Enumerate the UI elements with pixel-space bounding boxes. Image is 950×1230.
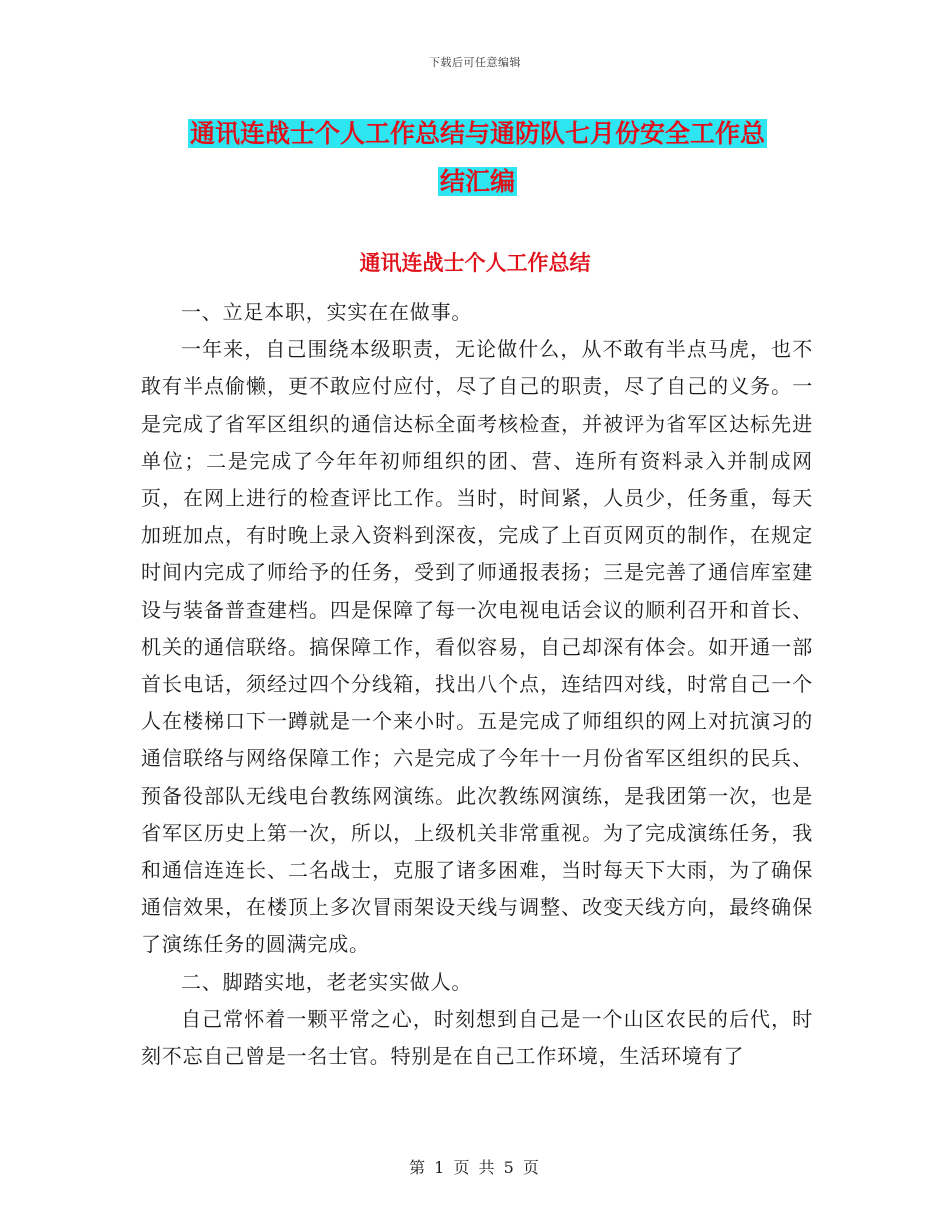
page-number: 第 1 页 共 5 页 <box>409 1158 541 1177</box>
paragraph: 自己常怀着一颗平常之心，时刻想到自己是一个山区农民的后代，时刻不忘自己曾是一名士官。特别是在自己工作环境，生活环境有了 <box>141 1006 813 1069</box>
section-title: 通讯连战士个人工作总结 <box>359 250 591 275</box>
document-body <box>141 294 813 1075</box>
document-title <box>140 110 815 206</box>
paragraph-heading: 一、立足本职，实实在在做事。 <box>181 300 473 324</box>
paragraph-heading: 二、脚踏实地，老老实实做人。 <box>181 969 473 994</box>
document-title-line-2: 结汇编 <box>439 167 515 196</box>
document-title-line-1: 通讯连战士个人工作总结与通防队七月份安全工作总 <box>189 119 765 148</box>
header-note: 下载后可任意编辑 <box>429 56 521 69</box>
paragraph: 一年来，自己围绕本级职责，无论做什么，从不敢有半点马虎，也不敢有半点偷懒，更不敢应付应付，尽了自己的职责，尽了自己的义务。一是完成了省军区组织的通信达标全面考核检查，并被评为省军区达标先进单位；二是完成了今年年初师组织的团、营、连所有资料录入并制成网页，在网上进行的检查评比工作。当时，时间紧，人员少，任务重，每天加班加点，有时晚上录入资料到深夜，完成了上百页网页的制作，在规定时间内完成了师给予的任务，受到了师通报表扬；三是完善了通信库室建设与装备普查建档。四是保障了每一次电视电话会议的顺利召开和首长、机关的通信联络。搞保障工作，看似容易，自己却深有体会。如开通一部首长电话，须经过四个分线箱，找出八个点，连结四对线，时常自己一个人在楼梯口下一蹲就是一个来小时。五是完成了师组织的网上对抗演习的通信联络与网络保障工作；六是完成了今年十一月份省军区组织的民兵、预备役部队无线电台教练网演练。此次教练网演练，是我团第一次，也是省军区历史上第一次，所以，上级机关非常重视。为了完成演练任务，我和通信连连长、二名战士，克服了诸多困难，当时每天下大雨，为了确保通信效果，在楼顶上多次冒雨架设天线与调整、改变天线方向，最终确保了演练任务的圆满完成。 <box>141 337 813 957</box>
